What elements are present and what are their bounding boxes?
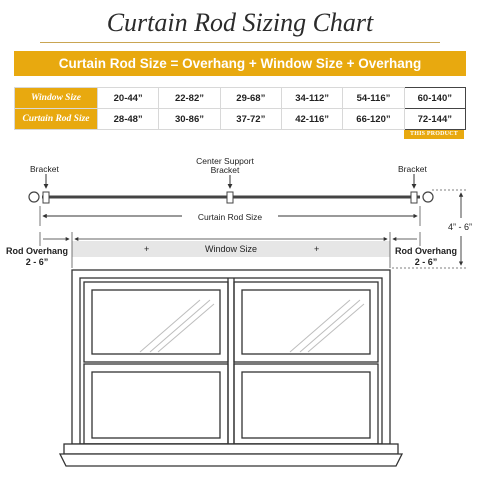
window-size-cell-5: 54-116”	[343, 88, 404, 109]
window-size-cell-3: 29-68”	[220, 88, 281, 109]
center-bracket-label: Bracket	[210, 165, 240, 175]
window-size-cell-6: 60-140”	[404, 88, 465, 109]
bracket-right-label: Bracket	[398, 164, 427, 174]
bracket-center	[227, 192, 233, 203]
bracket-left-label: Bracket	[30, 164, 59, 174]
window-size-cell-2: 22-82”	[159, 88, 220, 109]
overhang-left-label: Rod Overhang	[5, 246, 68, 256]
bracket-left	[43, 192, 49, 203]
row-header-rod-size: Curtain Rod Size	[15, 109, 98, 130]
bracket-right	[411, 192, 417, 203]
rod-size-label: Curtain Rod Size	[197, 212, 263, 222]
rod-size-cell-5: 66-120”	[343, 109, 404, 130]
overhang-left-value: 2 - 6”	[25, 257, 49, 267]
rod-size-cell-4: 42-116”	[281, 109, 342, 130]
row-header-window-size: Window Size	[15, 88, 98, 109]
rod-size-cell-3: 37-72”	[220, 109, 281, 130]
this-product-badge: THIS PRODUCT	[404, 130, 464, 139]
overhang-right-value: 2 - 6”	[414, 257, 438, 267]
plus-sign-right: +	[314, 244, 320, 254]
overhang-right-label: Rod Overhang	[394, 246, 457, 256]
formula-banner: Curtain Rod Size = Overhang + Window Size + Overhang	[14, 51, 466, 76]
chart-title: Curtain Rod Sizing Chart	[106, 8, 374, 37]
curtain-rod	[29, 192, 433, 203]
window-size-cell-4: 34-112”	[281, 88, 342, 109]
glass-reflections	[140, 300, 364, 352]
rod-size-cell-2: 30-86”	[159, 109, 220, 130]
height-label: 4” - 6”	[448, 222, 473, 232]
plus-sign-left: +	[144, 244, 150, 254]
window-size-cell-1: 20-44”	[98, 88, 159, 109]
rod-size-cell-1: 28-48”	[98, 109, 159, 130]
rod-size-cell-6: 72-144”	[404, 109, 465, 130]
finial-right	[423, 192, 433, 202]
center-support-label: Center Support	[196, 156, 254, 166]
window-size-label: Window Size	[204, 244, 258, 254]
window-sill	[60, 444, 402, 466]
finial-left	[29, 192, 39, 202]
window-illustration	[72, 270, 390, 444]
